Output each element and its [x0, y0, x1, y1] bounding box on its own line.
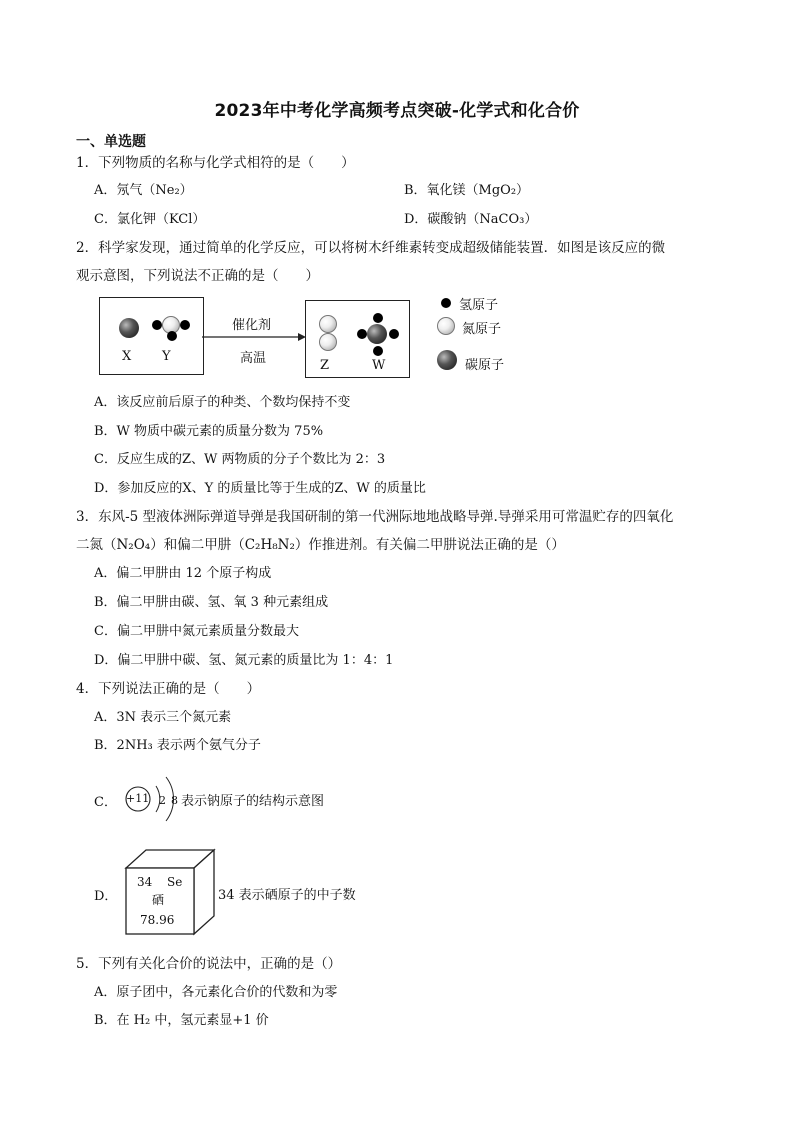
label-z: Z: [320, 358, 330, 373]
label-x: X: [122, 349, 132, 364]
hydrogen-atom: [167, 331, 177, 341]
q5-option-b: B．在 H₂ 中，氢元素显+1 价: [94, 1013, 269, 1028]
q1-stem: 1．下列物质的名称与化学式相符的是（ ）: [76, 155, 355, 171]
legend-carbon-label: 碳原子: [465, 358, 505, 373]
legend-hydrogen-icon: [441, 298, 451, 308]
legend-carbon-icon: [437, 350, 457, 370]
page-title: 2023年中考化学高频考点突破-化学式和化合价: [214, 101, 580, 121]
q1-option-b: B．氧化镁（MgO₂）: [404, 183, 530, 198]
nucleus-charge: +11: [126, 792, 150, 805]
q1-option-d: D．碳酸钠（NaCO₃）: [404, 212, 538, 227]
atomic-number: 34: [137, 875, 153, 889]
reactant-box: [99, 297, 204, 375]
catalyst-label: 催化剂: [232, 318, 272, 333]
q2-option-b: B．W 物质中碳元素的质量分数为 75%: [94, 424, 324, 439]
q4-option-a: A．3N 表示三个氮元素: [94, 710, 232, 725]
legend-hydrogen-label: 氢原子: [459, 298, 499, 313]
hydrogen-atom: [373, 346, 383, 356]
q2-option-a: A．该反应前后原子的种类、个数均保持不变: [94, 395, 351, 410]
carbon-atom: [119, 318, 139, 338]
q5-stem: 5．下列有关化合价的说法中，正确的是（）: [76, 956, 342, 972]
section-heading: 一、单选题: [76, 134, 146, 150]
q4-option-c-text: 表示钠原子的结构示意图: [181, 794, 325, 809]
q1-option-a: A．氖气（Ne₂）: [94, 183, 193, 198]
hydrogen-atom: [180, 320, 190, 330]
element-symbol: Se: [167, 875, 183, 889]
product-box: [305, 300, 410, 378]
q2-option-d: D．参加反应的X、Y 的质量比等于生成的Z、W 的质量比: [94, 481, 426, 496]
q3-stem-line1: 3．东风-5 型液体洲际弹道导弹是我国研制的第一代洲际地地战略导弹.导弹采用可常温贮存的四氧化: [76, 509, 674, 525]
label-y: Y: [162, 349, 171, 364]
nitrogen-atom: [319, 315, 337, 333]
q3-option-c: C．偏二甲肼中氮元素质量分数最大: [94, 624, 299, 639]
legend-nitrogen-icon: [437, 317, 455, 335]
q2-stem-line2: 观示意图，下列说法不正确的是（ ）: [76, 268, 319, 284]
legend-nitrogen-label: 氮原子: [462, 322, 502, 337]
q4-option-d-prefix: D．: [94, 889, 118, 904]
atomic-mass: 78.96: [140, 913, 175, 927]
reaction-arrow: [202, 330, 306, 344]
q4-option-d-text: 34 表示硒原子的中子数: [218, 888, 356, 903]
element-name: 硒: [152, 893, 165, 907]
q3-option-a: A．偏二甲肼由 12 个原子构成: [94, 566, 272, 581]
carbon-atom: [367, 324, 387, 344]
q4-stem: 4．下列说法正确的是（ ）: [76, 681, 261, 697]
nitrogen-atom: [319, 333, 337, 351]
shell2-electrons: 8: [171, 794, 178, 807]
label-w: W: [372, 358, 386, 373]
hydrogen-atom: [373, 313, 383, 323]
hydrogen-atom: [389, 329, 399, 339]
q2-option-c: C．反应生成的Z、W 两物质的分子个数比为 2：3: [94, 452, 386, 467]
q4-option-b: B．2NH₃ 表示两个氨气分子: [94, 738, 261, 753]
q2-stem-line1: 2．科学家发现，通过简单的化学反应，可以将树木纤维素转变成超级储能装置．如图是该反应的微: [76, 240, 666, 256]
q1-option-c: C．氯化钾（KCl）: [94, 212, 206, 227]
condition-label: 高温: [240, 351, 267, 366]
q3-stem-line2: 二氮（N₂O₄）和偏二甲肼（C₂H₈N₂）作推进剂。有关偏二甲肼说法正确的是（）: [76, 537, 565, 553]
hydrogen-atom: [152, 320, 162, 330]
q3-option-d: D．偏二甲肼中碳、氢、氮元素的质量比为 1：4：1: [94, 653, 394, 668]
q5-option-a: A．原子团中，各元素化合价的代数和为零: [94, 985, 338, 1000]
q4-option-c-prefix: C．: [94, 795, 117, 810]
q3-option-b: B．偏二甲肼由碳、氢、氧 3 种元素组成: [94, 595, 329, 610]
shell1-electrons: 2: [159, 794, 166, 807]
hydrogen-atom: [357, 329, 367, 339]
